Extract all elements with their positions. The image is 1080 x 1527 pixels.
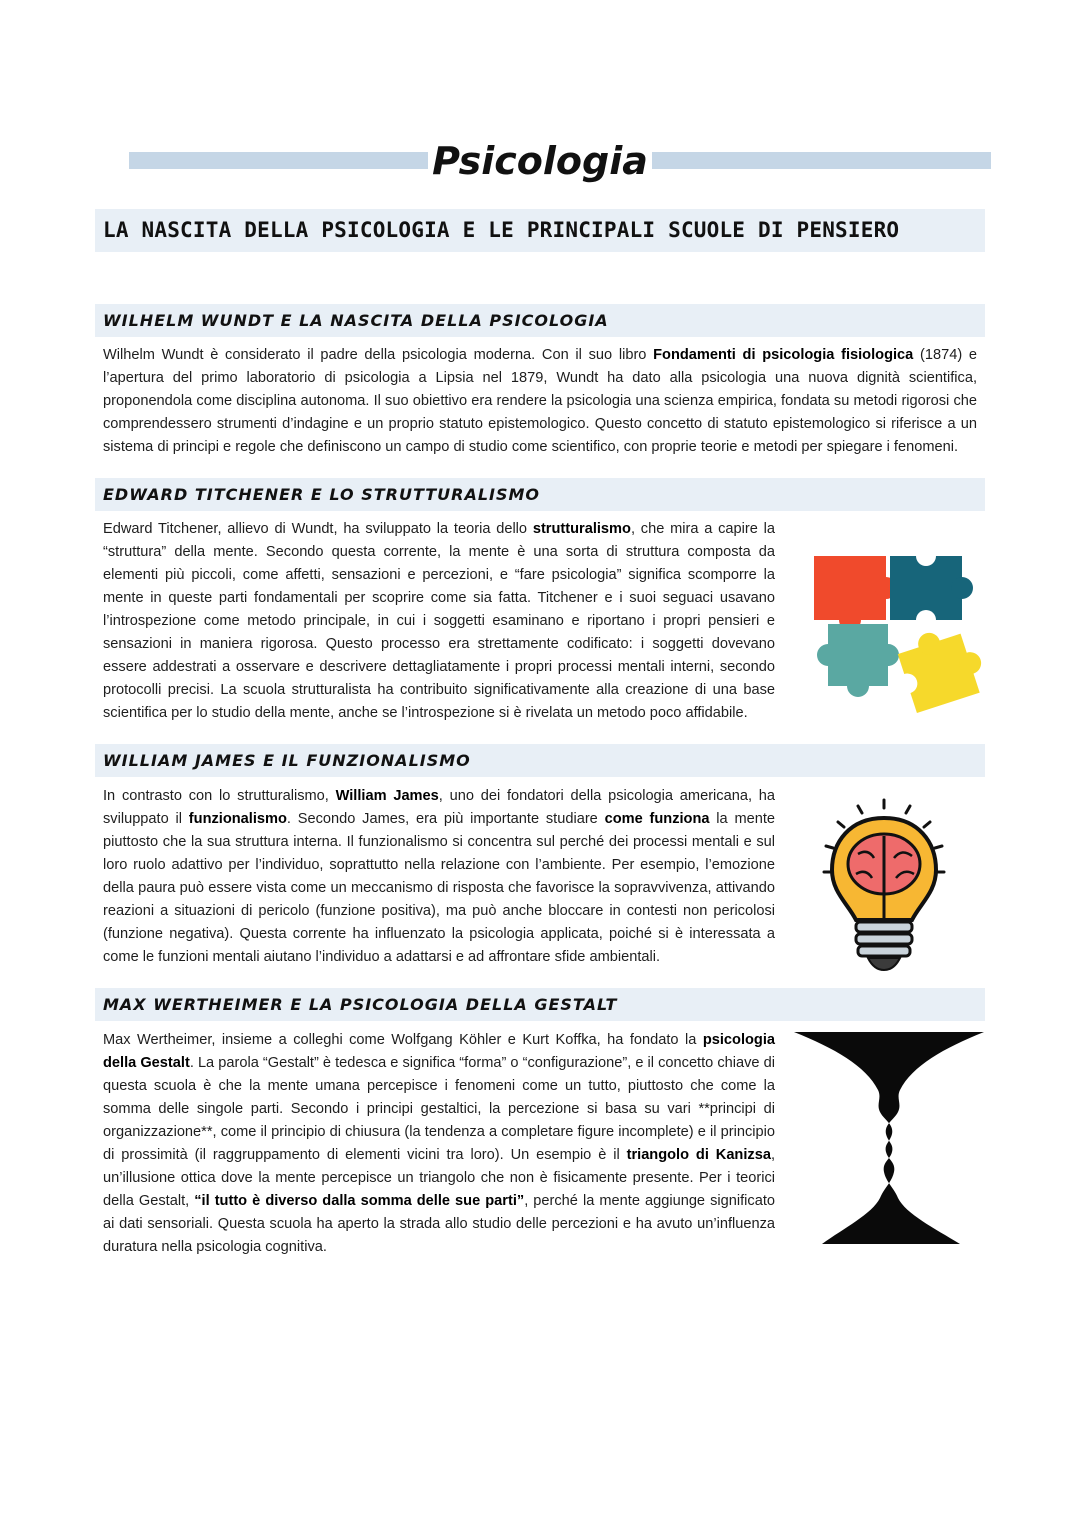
paragraph-titchener: Edward Titchener, allievo di Wundt, ha sviluppato la teoria dello strutturalismo, che mira a capire la “struttura” della mente. Secondo questa corrente, la mente è una sorta di struttura composta da elementi più piccoli, come affetti, sensazioni e percezioni, e “fare psicologia” significa scomporre la mente in queste parti fondamentali per scoprire come sia fatta. Titchener e i suoi seguaci usavano l’introspezione come metodo principale, in cui i soggetti esaminano e riportano i propri pensieri e sensazioni in maniera rigorosa. Questo processo era strettamente codificato: i soggetti dovevano essere addestrati a osservare e descrivere dettagliatamente i propri processi mentali interni, secondo protocolli precisi. La scuola strutturalista ha contribuito significativamente alla creazione di una base scientifica per lo studio della mente, anche se l’introspezione si è rivelata un metodo poco affidabile. bbox=[103, 521, 775, 721]
paragraph-wertheimer: Max Wertheimer, insieme a colleghi come Wolfgang Köhler e Kurt Koffka, ha fondato la psicologia della Gestalt. La parola “Gestalt” è tedesca e significa “forma” o “configurazione”, e il concetto chiave di questa scuola è che la mente umana percepisce i fenomeni come un tutto, piuttosto che come la somma delle singole parti. Secondo i principi gestaltici, la percezione si basa su vari **principi di organizzazione**, come il principio di chiusura (la tendenza a completare figure incomplete) e il principio di prossimità (il raggruppamento di elementi vicini tra loro). Un esempio è il triangolo di Kanizsa, un’illusione ottica dove la mente percepisce un triangolo che non è fisicamente presente. Per i teorici della Gestalt, “il tutto è diverso dalla somma delle sue parti”, perché la mente aggiunge significato ai dati sensoriali. Questa scuola ha aperto la strada allo studio delle percezioni e ha avuto un’influenza duratura nella psicologia cognitiva. bbox=[103, 1032, 775, 1255]
paragraph-wundt: Wilhelm Wundt è considerato il padre della psicologia moderna. Con il suo libro Fondamenti di psicologia fisiologica (1874) e l’apertura del primo laboratorio di psicologia a Lipsia nel 1879, Wundt ha dato alla psicologia una nuova dignità scientifica, proponendola come disciplina autonoma. Il suo obiettivo era rendere la psicologia una scienza empirica, fondata su metodi rigorosi che comprendessero strumenti d’indagine e un proprio statuto epistemologico. Questo concetto di statuto epistemologico si riferisce a un sistema di principi e regole che definiscono un campo di studio come scientifico, con proprie teorie e metodi per spiegare i fenomeni. bbox=[103, 347, 977, 455]
paragraph-james: In contrasto con lo strutturalismo, William James, uno dei fondatori della psicologia americana, ha sviluppato il funzionalismo. Secondo James, era più importante studiare come funziona la mente piuttosto che la sua struttura interna. Il funzionalismo si concentra sul perché dei processi mentali e sul loro ruolo adattivo per l’individuo, soprattutto nella relazione con l’ambiente. Per esempio, l’emozione della paura può essere vista come un meccanismo di risposta che favorisce la sopravvivenza, attivando reazioni a situazioni di pericolo (funzione positiva), ma può anche bloccare in contesti non pericolosi (funzione negativa). Questa corrente ha influenzato la psicologia applicata, poiché si è interessata a come le funzioni mentali aiutano l’individuo a adattarsi e ad affrontare sfide ambientali. bbox=[103, 788, 776, 965]
brain-lightbulb-icon bbox=[818, 796, 950, 972]
section-heading-wertheimer: MAX WERTHEIMER E LA PSICOLOGIA DELLA GESTALT bbox=[95, 988, 985, 1021]
rubin-vase-icon bbox=[794, 1032, 984, 1246]
section-heading-james: WILLIAM JAMES E IL FUNZIONALISMO bbox=[95, 744, 985, 777]
main-heading-text: LA NASCITA DELLA PSICOLOGIA E LE PRINCIPALI SCUOLE DI PENSIERO bbox=[103, 218, 900, 242]
puzzle-pieces-icon bbox=[810, 552, 990, 722]
section-heading-titchener: EDWARD TITCHENER E LO STRUTTURALISMO bbox=[95, 478, 985, 511]
main-heading bbox=[95, 209, 985, 252]
page-title: Psicologia bbox=[0, 132, 1080, 190]
section-heading-wundt: WILHELM WUNDT E LA NASCITA DELLA PSICOLOGIA bbox=[95, 304, 985, 337]
